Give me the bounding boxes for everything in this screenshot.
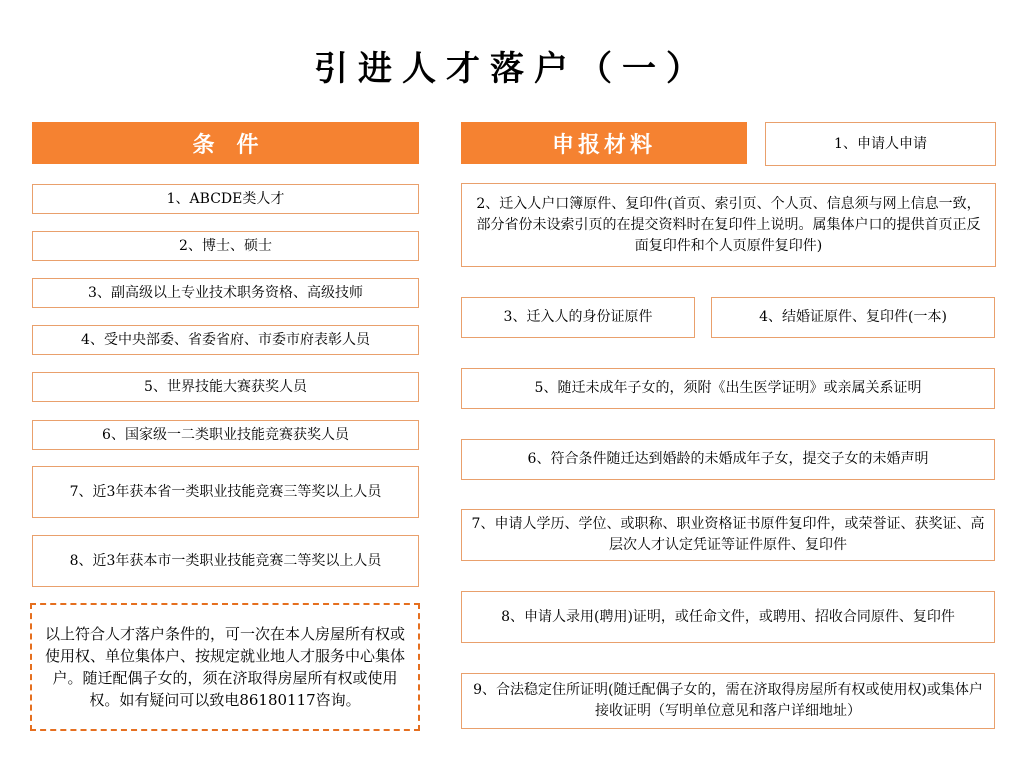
- condition-item-4: 4、受中央部委、省委省府、市委市府表彰人员: [32, 325, 419, 355]
- conditions-note-text: 以上符合人才落户条件的，可一次在本人房屋所有权或使用权、单位集体户、按规定就业地人才服务中心集体户。随迁配偶子女的，须在济取得房屋所有权或使用权。如有疑问可以致电86180117咨询。: [44, 625, 405, 709]
- conditions-header: 条 件: [32, 122, 419, 164]
- condition-item-7: 7、近3年获本省一类职业技能竞赛三等奖以上人员: [32, 466, 419, 518]
- condition-item-1: 1、ABCDE类人才: [32, 184, 419, 214]
- material-item-1: 1、申请人申请: [765, 122, 996, 166]
- materials-header: 申报材料: [461, 122, 747, 164]
- material-item-7: 7、申请人学历、学位、或职称、职业资格证书原件复印件，或荣誉证、获奖证、高层次人才认定凭证等证件原件、复印件: [461, 509, 995, 561]
- material-item-4: 4、结婚证原件、复印件(一本): [711, 297, 995, 338]
- material-item-6: 6、符合条件随迁达到婚龄的未婚成年子女，提交子女的未婚声明: [461, 439, 995, 480]
- material-item-3: 3、迁入人的身份证原件: [461, 297, 695, 338]
- material-item-9: 9、合法稳定住所证明(随迁配偶子女的，需在济取得房屋所有权或使用权)或集体户接收证明（写明单位意见和落户详细地址）: [461, 673, 995, 729]
- material-item-2: 2、迁入人户口簿原件、复印件(首页、索引页、个人页、信息须与网上信息一致，部分省份未设索引页的在提交资料时在复印件上说明。属集体户口的提供首页正反面复印件和个人页原件复印件): [461, 183, 996, 267]
- page-title: 引进人才落户（一）: [314, 49, 710, 89]
- material-item-8: 8、申请人录用(聘用)证明，或任命文件，或聘用、招收合同原件、复印件: [461, 591, 995, 643]
- condition-item-3: 3、副高级以上专业技术职务资格、高级技师: [32, 278, 419, 308]
- condition-item-2: 2、博士、硕士: [32, 231, 419, 261]
- condition-item-8: 8、近3年获本市一类职业技能竞赛二等奖以上人员: [32, 535, 419, 587]
- material-item-5: 5、随迁未成年子女的，须附《出生医学证明》或亲属关系证明: [461, 368, 995, 409]
- conditions-note: [30, 603, 420, 731]
- condition-item-6: 6、国家级一二类职业技能竞赛获奖人员: [32, 420, 419, 450]
- condition-item-5: 5、世界技能大赛获奖人员: [32, 372, 419, 402]
